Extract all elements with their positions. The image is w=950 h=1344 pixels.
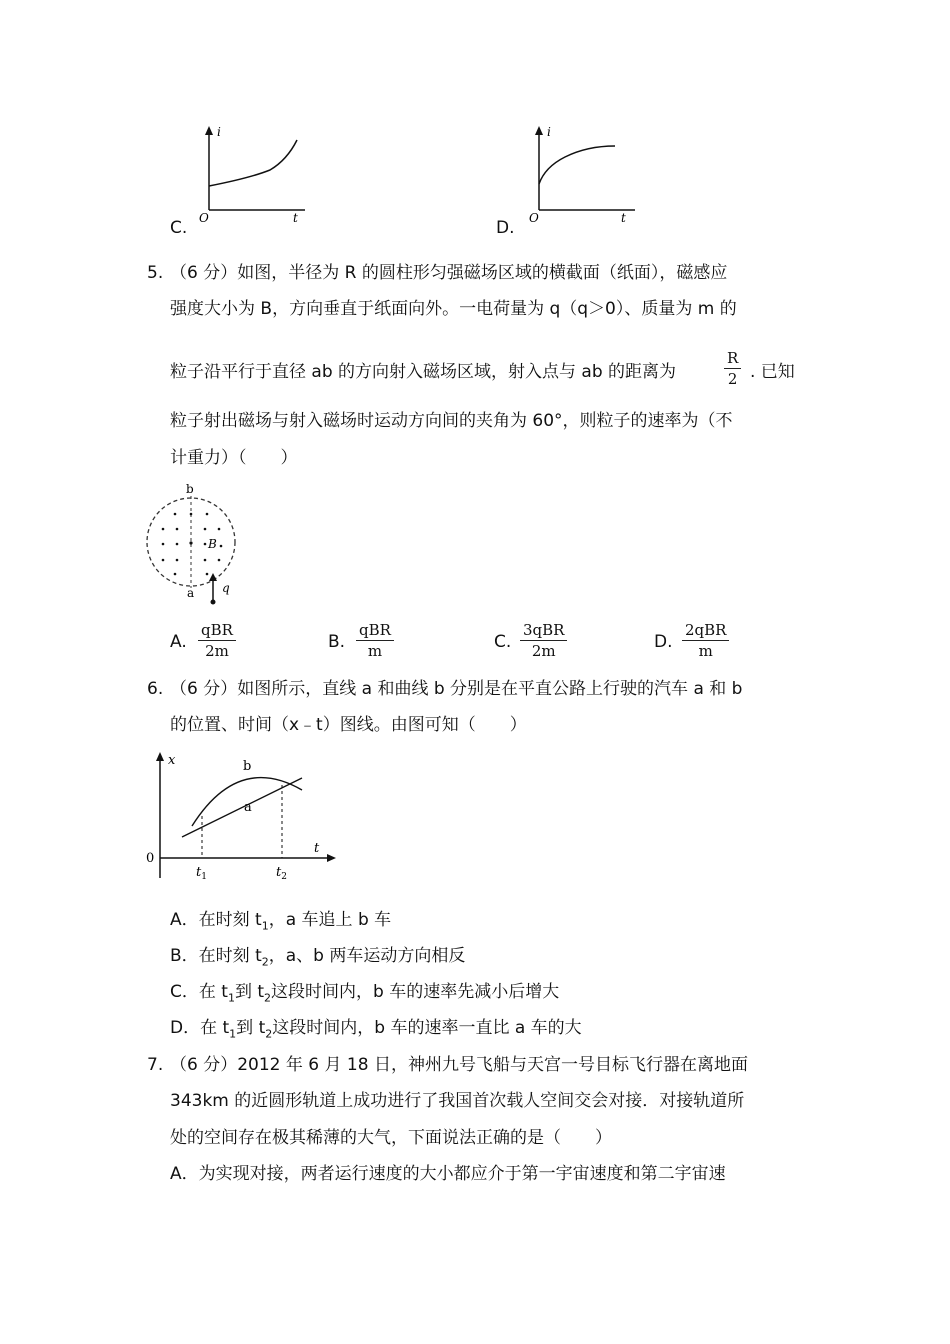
q5-line-1: （6 分）如图，半径为 R 的圆柱形匀强磁场区域的横截面（纸面），磁感应 bbox=[170, 263, 728, 283]
q6-option-b[interactable] bbox=[170, 944, 465, 974]
q6-option-c-mid: 到 t bbox=[234, 982, 265, 1002]
q6-origin: 0 bbox=[146, 851, 155, 866]
q6-label-t2 bbox=[276, 865, 287, 882]
q6-label-t1-main: t bbox=[196, 865, 202, 880]
q4-d-origin: O bbox=[529, 211, 539, 225]
q6-option-d-sub: 1 bbox=[229, 1027, 237, 1041]
q6-option-d-text: 在 t bbox=[200, 1018, 230, 1038]
q6-label-a: a bbox=[244, 800, 252, 815]
q5-option-a-den: 2m bbox=[205, 642, 229, 660]
q7-line-2: 343km 的近圆形轨道上成功进行了我国首次载人空间交会对接．对接轨道所 bbox=[170, 1091, 745, 1111]
q5-option-d-label[interactable]: D. bbox=[654, 632, 673, 652]
q4-d-axis-t: t bbox=[621, 211, 626, 225]
q5-line-3-tail: . 已知 bbox=[750, 362, 795, 382]
q5-fraction-num: R bbox=[724, 348, 741, 369]
q6-number: 6. bbox=[147, 679, 164, 699]
q5-label-b: b bbox=[186, 482, 194, 496]
q5-option-c-fraction[interactable] bbox=[520, 620, 567, 661]
q6-option-c[interactable] bbox=[170, 980, 559, 1010]
q5-option-c-label[interactable]: C. bbox=[494, 632, 512, 652]
q6-label-t1 bbox=[196, 865, 207, 882]
q4-option-d-label[interactable]: D. bbox=[496, 218, 515, 238]
q4-option-d-graph bbox=[525, 122, 650, 227]
q6-line-1: （6 分）如图所示，直线 a 和曲线 b 分别是在平直公路上行驶的汽车 a 和 b bbox=[170, 679, 743, 699]
q5-option-a-label[interactable]: A. bbox=[170, 632, 187, 652]
q5-fraction-den: 2 bbox=[727, 370, 738, 388]
q6-option-d-mid: 到 t bbox=[236, 1018, 266, 1038]
q7-option-a[interactable]: A．为实现对接，两者运行速度的大小都应介于第一宇宙速度和第二宇宙速 bbox=[170, 1164, 726, 1184]
q5-label-field-B: B bbox=[208, 537, 217, 551]
q5-label-q: q bbox=[222, 581, 230, 595]
q4-option-c-graph bbox=[195, 122, 320, 227]
q5-option-b-den: m bbox=[367, 642, 383, 660]
q6-option-d-tail: 这段时间内，b 车的速率一直比 a 车的大 bbox=[272, 1018, 582, 1038]
q6-option-a[interactable] bbox=[170, 908, 391, 938]
q6-option-c-label: C． bbox=[170, 982, 199, 1002]
q4-option-c-label[interactable]: C. bbox=[170, 218, 188, 238]
q7-number: 7. bbox=[147, 1055, 164, 1075]
q6-label-t2-main: t bbox=[276, 865, 282, 880]
q6-line-2: 的位置、时间（x﹣t）图线。由图可知（ ） bbox=[170, 715, 527, 735]
q6-position-time-figure bbox=[140, 748, 340, 883]
q7-line-1: （6 分）2012 年 6 月 18 日，神州九号飞船与天宫一号目标飞行器在离地面 bbox=[170, 1055, 748, 1075]
q6-option-b-tail: ，a、b 两车运动方向相反 bbox=[268, 946, 466, 966]
q5-option-b-num: qBR bbox=[356, 620, 394, 641]
q6-option-b-sub: 2 bbox=[261, 955, 269, 969]
q6-option-c-tail: 这段时间内，b 车的速率先减小后增大 bbox=[271, 982, 560, 1002]
q5-option-d-den: m bbox=[698, 642, 713, 660]
q6-option-b-label: B． bbox=[170, 946, 199, 966]
q6-option-a-text: 在时刻 t bbox=[198, 910, 262, 930]
q5-option-c-num: 3qBR bbox=[520, 620, 567, 641]
q5-magnetic-field-figure bbox=[140, 480, 250, 608]
q6-label-t1-sub: 1 bbox=[201, 872, 207, 882]
q6-option-a-label: A． bbox=[170, 910, 199, 930]
q5-option-b-label[interactable]: B. bbox=[328, 632, 346, 652]
q4-c-axis-t: t bbox=[293, 211, 298, 225]
q5-option-a-fraction[interactable] bbox=[198, 620, 236, 661]
q5-fraction-r-over-2 bbox=[724, 348, 741, 389]
q5-option-d-num: 2qBR bbox=[682, 620, 729, 641]
q6-option-b-text: 在时刻 t bbox=[198, 946, 262, 966]
q5-line-4: 粒子射出磁场与射入磁场时运动方向间的夹角为 60°，则粒子的速率为（不 bbox=[170, 411, 733, 431]
q5-line-3-text: 粒子沿平行于直径 ab 的方向射入磁场区域，射入点与 ab 的距离为 bbox=[170, 362, 677, 382]
q5-option-d-fraction[interactable] bbox=[682, 620, 729, 661]
q5-line-5: 计重力）（ ） bbox=[170, 448, 298, 468]
q7-line-3: 处的空间存在极其稀薄的大气，下面说法正确的是（ ） bbox=[170, 1128, 612, 1148]
q6-option-d-sub2: 2 bbox=[265, 1027, 273, 1041]
q6-label-b: b bbox=[243, 759, 252, 774]
q6-axis-t: t bbox=[314, 841, 320, 856]
q5-option-c-den: 2m bbox=[531, 642, 556, 660]
q5-label-a: a bbox=[187, 586, 195, 600]
q5-line-2: 强度大小为 B，方向垂直于纸面向外。一电荷量为 q（q＞0）、质量为 m 的 bbox=[170, 299, 737, 319]
q4-c-origin: O bbox=[199, 211, 209, 225]
q6-option-a-sub: 1 bbox=[261, 919, 269, 933]
q5-line-3 bbox=[170, 360, 676, 384]
q4-d-axis-i: i bbox=[547, 125, 551, 139]
q6-option-a-tail: ，a 车追上 b 车 bbox=[268, 910, 392, 930]
q6-option-d[interactable] bbox=[170, 1016, 582, 1046]
q5-option-a-num: qBR bbox=[198, 620, 236, 641]
q6-axis-x: x bbox=[168, 753, 176, 768]
q5-option-b-fraction[interactable] bbox=[356, 620, 394, 661]
q6-option-c-sub2: 2 bbox=[264, 991, 272, 1005]
q6-label-t2-sub: 2 bbox=[281, 872, 287, 882]
q5-number: 5. bbox=[147, 263, 164, 283]
q6-option-d-label: D． bbox=[170, 1018, 201, 1038]
q6-option-c-sub: 1 bbox=[227, 991, 235, 1005]
q6-option-c-text: 在 t bbox=[198, 982, 228, 1002]
q4-c-axis-i: i bbox=[217, 125, 221, 139]
